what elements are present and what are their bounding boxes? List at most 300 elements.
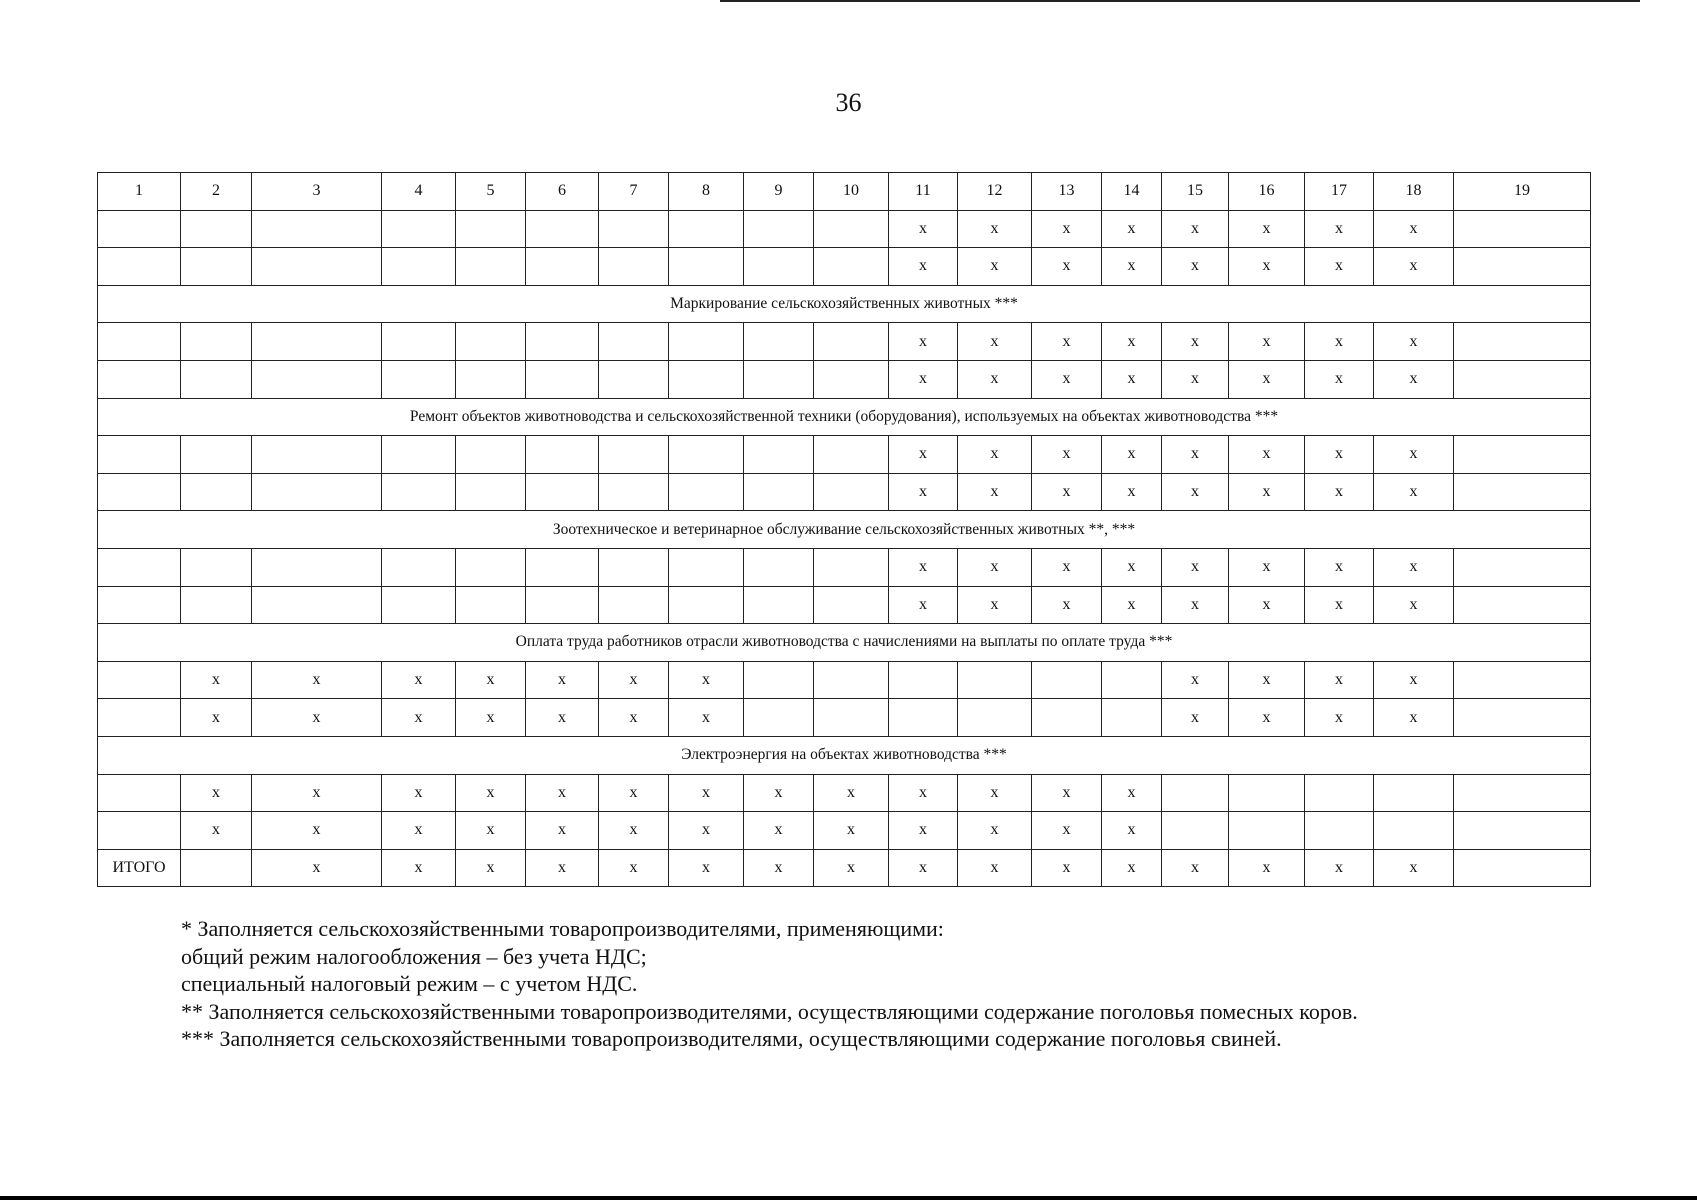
table-cell <box>1454 812 1591 850</box>
table-cell: x <box>814 812 889 850</box>
table-cell <box>456 548 526 586</box>
table-cell: x <box>889 360 958 398</box>
table-cell: x <box>1102 548 1162 586</box>
table-cell: x <box>1102 586 1162 624</box>
table-cell: x <box>181 699 252 737</box>
table-cell <box>1454 323 1591 361</box>
table-cell: x <box>599 774 669 812</box>
table-cell <box>526 436 599 474</box>
table-cell <box>181 360 252 398</box>
table-cell: x <box>1032 323 1102 361</box>
table-cell <box>181 248 252 286</box>
table-cell: x <box>1305 323 1374 361</box>
table-cell: x <box>1374 360 1454 398</box>
table-cell: x <box>382 812 456 850</box>
table-cell <box>669 548 744 586</box>
table-cell <box>98 586 181 624</box>
table-cell <box>1374 812 1454 850</box>
table-row <box>98 661 1591 699</box>
data-table <box>97 172 1591 887</box>
table-cell <box>98 812 181 850</box>
table-cell: x <box>889 473 958 511</box>
table-cell <box>669 360 744 398</box>
table-row <box>98 436 1591 474</box>
table-cell <box>1454 548 1591 586</box>
table-cell <box>1162 774 1229 812</box>
table-cell <box>181 548 252 586</box>
table-cell <box>382 548 456 586</box>
table-row <box>98 699 1591 737</box>
table-cell: x <box>1229 548 1305 586</box>
section-heading-row <box>98 736 1591 774</box>
table-cell <box>669 248 744 286</box>
table-cell <box>1454 661 1591 699</box>
section-heading-row <box>98 624 1591 662</box>
table-cell: x <box>1162 586 1229 624</box>
column-number-cell: 18 <box>1374 173 1454 211</box>
table-cell: x <box>669 812 744 850</box>
section-heading: Ремонт объектов животноводства и сельскохозяйственной техники (оборудования), используемых на объектах животноводства *** <box>98 398 1591 436</box>
table-cell: x <box>958 548 1032 586</box>
column-number-cell: 14 <box>1102 173 1162 211</box>
table-cell: x <box>252 699 382 737</box>
table-cell: x <box>1374 661 1454 699</box>
table-cell <box>181 436 252 474</box>
table-cell <box>252 548 382 586</box>
table-cell: x <box>526 661 599 699</box>
table-cell <box>382 473 456 511</box>
table-cell <box>599 586 669 624</box>
footnote-line: * Заполняется сельскохозяйственными товаропроизводителями, применяющими: <box>181 916 944 941</box>
table-cell <box>1454 699 1591 737</box>
table-row <box>98 849 1591 887</box>
table-cell <box>814 360 889 398</box>
section-heading: Зоотехническое и ветеринарное обслуживание сельскохозяйственных животных **, *** <box>98 511 1591 549</box>
table-cell <box>1305 812 1374 850</box>
table-cell <box>669 210 744 248</box>
table-cell: ИТОГО <box>98 849 181 887</box>
table-cell: x <box>1374 586 1454 624</box>
table-cell: x <box>1229 210 1305 248</box>
table-cell: x <box>1229 586 1305 624</box>
footnote-line: *** Заполняется сельскохозяйственными товаропроизводителями, осуществляющими содержание поголовья свиней. <box>181 1026 1282 1051</box>
table-cell <box>744 473 814 511</box>
table-cell <box>744 248 814 286</box>
column-number-cell: 3 <box>252 173 382 211</box>
table-cell: x <box>1162 548 1229 586</box>
table-cell <box>382 210 456 248</box>
column-number-cell: 8 <box>669 173 744 211</box>
table-cell: x <box>1374 323 1454 361</box>
table-cell: x <box>1162 473 1229 511</box>
table-cell: x <box>252 812 382 850</box>
table-cell <box>744 586 814 624</box>
table-cell: x <box>1102 849 1162 887</box>
table-cell <box>669 473 744 511</box>
table-cell: x <box>1229 473 1305 511</box>
table-cell: x <box>958 248 1032 286</box>
table-row <box>98 473 1591 511</box>
table-cell <box>98 548 181 586</box>
table-cell: x <box>181 661 252 699</box>
table-cell: x <box>181 812 252 850</box>
table-cell: x <box>1102 360 1162 398</box>
section-heading-row <box>98 285 1591 323</box>
top-edge-rule <box>720 0 1640 2</box>
column-number-cell: 11 <box>889 173 958 211</box>
table-cell <box>456 323 526 361</box>
table-cell: x <box>1374 473 1454 511</box>
table-cell <box>1032 661 1102 699</box>
table-cell <box>98 473 181 511</box>
table-cell <box>744 210 814 248</box>
table-cell: x <box>1032 548 1102 586</box>
table-cell: x <box>1032 210 1102 248</box>
table-cell: x <box>1162 661 1229 699</box>
table-cell: x <box>1374 849 1454 887</box>
table-cell <box>1454 774 1591 812</box>
table-cell <box>599 436 669 474</box>
table-cell: x <box>1305 248 1374 286</box>
table-cell <box>252 248 382 286</box>
table-cell <box>599 248 669 286</box>
table-cell: x <box>669 661 744 699</box>
table-cell: x <box>1162 436 1229 474</box>
table-cell <box>98 360 181 398</box>
table-cell: x <box>1229 360 1305 398</box>
table-cell: x <box>526 699 599 737</box>
table-cell: x <box>1374 699 1454 737</box>
table-cell <box>599 548 669 586</box>
table-cell <box>526 248 599 286</box>
table-cell: x <box>1102 323 1162 361</box>
table-cell: x <box>958 586 1032 624</box>
column-number-cell: 9 <box>744 173 814 211</box>
table-cell <box>456 360 526 398</box>
table-cell: x <box>889 323 958 361</box>
table-cell: x <box>456 812 526 850</box>
table-cell: x <box>889 548 958 586</box>
table-cell <box>744 436 814 474</box>
table-cell <box>814 586 889 624</box>
column-number-cell: 16 <box>1229 173 1305 211</box>
table-cell: x <box>382 849 456 887</box>
table-cell <box>744 360 814 398</box>
table-cell <box>382 586 456 624</box>
table-cell <box>98 774 181 812</box>
column-number-cell: 1 <box>98 173 181 211</box>
table-cell <box>814 210 889 248</box>
table-cell <box>382 360 456 398</box>
table-cell <box>814 548 889 586</box>
table-cell: x <box>1374 248 1454 286</box>
table-cell <box>744 661 814 699</box>
column-number-cell: 4 <box>382 173 456 211</box>
table-cell: x <box>744 812 814 850</box>
table-cell <box>814 473 889 511</box>
table-cell: x <box>1032 812 1102 850</box>
section-heading-row <box>98 511 1591 549</box>
table-cell: x <box>1032 436 1102 474</box>
table-cell: x <box>1102 248 1162 286</box>
column-number-cell: 19 <box>1454 173 1591 211</box>
column-number-cell: 2 <box>181 173 252 211</box>
table-cell <box>814 436 889 474</box>
table-cell: x <box>1305 360 1374 398</box>
table-cell: x <box>1305 586 1374 624</box>
table-cell <box>526 586 599 624</box>
table-cell <box>456 586 526 624</box>
table-cell: x <box>1162 360 1229 398</box>
column-number-cell: 15 <box>1162 173 1229 211</box>
table-cell: x <box>1305 210 1374 248</box>
table-cell: x <box>1305 699 1374 737</box>
table-row <box>98 360 1591 398</box>
table-cell: x <box>181 774 252 812</box>
table-cell: x <box>889 436 958 474</box>
table-cell: x <box>1032 248 1102 286</box>
table-cell: x <box>958 774 1032 812</box>
table-cell: x <box>599 849 669 887</box>
table-cell: x <box>669 699 744 737</box>
table-cell <box>382 248 456 286</box>
table-cell <box>814 699 889 737</box>
footnote-line: ** Заполняется сельскохозяйственными товаропроизводителями, осуществляющими содержание поголовья помесных коров. <box>181 998 1358 1024</box>
table-cell: x <box>1102 473 1162 511</box>
table-cell <box>252 210 382 248</box>
table-cell: x <box>814 774 889 812</box>
table-cell: x <box>1102 774 1162 812</box>
table-cell: x <box>958 323 1032 361</box>
table-cell: x <box>1102 812 1162 850</box>
table-cell: x <box>1032 849 1102 887</box>
table-row <box>98 548 1591 586</box>
table-cell: x <box>889 586 958 624</box>
table-cell: x <box>744 774 814 812</box>
column-number-cell: 6 <box>526 173 599 211</box>
table-cell: x <box>1374 436 1454 474</box>
table-cell <box>669 323 744 361</box>
table-cell <box>526 210 599 248</box>
table-cell: x <box>1229 323 1305 361</box>
table-cell: x <box>1305 436 1374 474</box>
table-cell <box>382 323 456 361</box>
table-cell: x <box>599 661 669 699</box>
section-heading: Оплата труда работников отрасли животноводства с начислениями на выплаты по оплате труда *** <box>98 624 1591 662</box>
table-cell: x <box>1032 586 1102 624</box>
table-cell <box>744 323 814 361</box>
table-cell <box>1102 661 1162 699</box>
table-cell: x <box>1032 774 1102 812</box>
table-cell <box>181 586 252 624</box>
table-cell <box>814 323 889 361</box>
table-cell <box>1374 774 1454 812</box>
column-number-cell: 13 <box>1032 173 1102 211</box>
table-cell <box>1229 774 1305 812</box>
table-cell: x <box>526 774 599 812</box>
section-heading: Маркирование сельскохозяйственных животных *** <box>98 285 1591 323</box>
table-cell: x <box>669 849 744 887</box>
table-cell: x <box>252 661 382 699</box>
table-cell <box>98 661 181 699</box>
table-cell <box>958 699 1032 737</box>
table-cell: x <box>1162 849 1229 887</box>
table-cell <box>669 436 744 474</box>
table-cell: x <box>814 849 889 887</box>
table-row <box>98 210 1591 248</box>
table-cell <box>181 323 252 361</box>
table-cell <box>669 586 744 624</box>
table-cell <box>599 210 669 248</box>
table-cell: x <box>669 774 744 812</box>
table-cell: x <box>958 849 1032 887</box>
table-cell <box>252 360 382 398</box>
table-cell: x <box>382 661 456 699</box>
table-cell: x <box>1374 210 1454 248</box>
table-cell: x <box>1162 323 1229 361</box>
table-cell: x <box>599 812 669 850</box>
table-cell <box>1032 699 1102 737</box>
table-cell: x <box>889 248 958 286</box>
table-cell: x <box>456 699 526 737</box>
footnote-line: специальный налоговый режим – с учетом НДС. <box>181 971 638 996</box>
table-cell <box>252 586 382 624</box>
table-cell: x <box>1229 699 1305 737</box>
table-cell: x <box>252 849 382 887</box>
table-cell <box>1454 248 1591 286</box>
table-cell <box>958 661 1032 699</box>
table-cell: x <box>382 699 456 737</box>
table-cell <box>98 436 181 474</box>
table-cell <box>814 661 889 699</box>
table-cell <box>1305 774 1374 812</box>
table-cell <box>744 548 814 586</box>
table-cell: x <box>889 812 958 850</box>
table-cell: x <box>526 812 599 850</box>
column-number-cell: 12 <box>958 173 1032 211</box>
table-cell: x <box>456 774 526 812</box>
table-cell <box>1454 210 1591 248</box>
bottom-edge-rule <box>0 1196 1697 1200</box>
table-cell <box>889 661 958 699</box>
table-cell: x <box>252 774 382 812</box>
table-cell <box>1102 699 1162 737</box>
table-cell <box>456 473 526 511</box>
table-cell <box>526 548 599 586</box>
table-cell <box>1229 812 1305 850</box>
column-number-cell: 17 <box>1305 173 1374 211</box>
table-cell: x <box>1229 436 1305 474</box>
table-cell: x <box>1162 210 1229 248</box>
table-cell <box>181 849 252 887</box>
table-row <box>98 774 1591 812</box>
table-cell: x <box>1162 248 1229 286</box>
table-cell <box>1454 586 1591 624</box>
column-number-cell: 5 <box>456 173 526 211</box>
table-cell <box>252 473 382 511</box>
table-cell: x <box>744 849 814 887</box>
table-cell <box>252 323 382 361</box>
table-cell: x <box>1229 849 1305 887</box>
table-cell <box>599 473 669 511</box>
table-cell <box>181 210 252 248</box>
table-cell: x <box>456 849 526 887</box>
table-cell <box>526 473 599 511</box>
table-cell: x <box>1305 473 1374 511</box>
table-row <box>98 323 1591 361</box>
table-cell <box>252 436 382 474</box>
section-heading-row <box>98 398 1591 436</box>
table-cell: x <box>1305 548 1374 586</box>
section-heading: Электроэнергия на объектах животноводства *** <box>98 736 1591 774</box>
column-number-row <box>98 173 1591 211</box>
footnote-line: общий режим налогообложения – без учета НДС; <box>181 943 647 969</box>
table-cell <box>889 699 958 737</box>
table-cell <box>98 699 181 737</box>
table-cell: x <box>456 661 526 699</box>
table-cell <box>526 360 599 398</box>
table-cell: x <box>1162 699 1229 737</box>
table-body <box>98 173 1591 887</box>
table-cell: x <box>1374 548 1454 586</box>
table-cell <box>1454 360 1591 398</box>
table-cell <box>382 436 456 474</box>
table-cell: x <box>1102 210 1162 248</box>
table-cell <box>1454 473 1591 511</box>
table-cell <box>456 436 526 474</box>
table-cell: x <box>958 812 1032 850</box>
table-cell: x <box>958 436 1032 474</box>
table-cell <box>181 473 252 511</box>
page-number: 36 <box>835 88 862 117</box>
table-cell: x <box>889 849 958 887</box>
table-cell <box>98 323 181 361</box>
table-cell: x <box>1229 661 1305 699</box>
footnotes <box>181 915 1358 1053</box>
table-cell <box>98 210 181 248</box>
table-cell <box>744 699 814 737</box>
table-cell <box>814 248 889 286</box>
table-row <box>98 586 1591 624</box>
table-cell <box>1454 436 1591 474</box>
table-cell <box>1162 812 1229 850</box>
table-cell: x <box>1032 473 1102 511</box>
table-cell: x <box>1032 360 1102 398</box>
table-cell <box>1454 849 1591 887</box>
column-number-cell: 7 <box>599 173 669 211</box>
table-cell <box>526 323 599 361</box>
table-cell: x <box>599 699 669 737</box>
column-number-cell: 10 <box>814 173 889 211</box>
table-cell <box>98 248 181 286</box>
table-cell: x <box>1305 661 1374 699</box>
table-cell: x <box>382 774 456 812</box>
table-row <box>98 248 1591 286</box>
table-cell: x <box>1102 436 1162 474</box>
table-row <box>98 812 1591 850</box>
table-cell: x <box>889 210 958 248</box>
table-cell: x <box>526 849 599 887</box>
table-cell <box>456 248 526 286</box>
table-cell: x <box>958 473 1032 511</box>
table-cell: x <box>1229 248 1305 286</box>
table-cell: x <box>958 360 1032 398</box>
table-cell <box>599 360 669 398</box>
table-cell <box>599 323 669 361</box>
table-cell: x <box>958 210 1032 248</box>
table-cell: x <box>1305 849 1374 887</box>
table-cell: x <box>889 774 958 812</box>
